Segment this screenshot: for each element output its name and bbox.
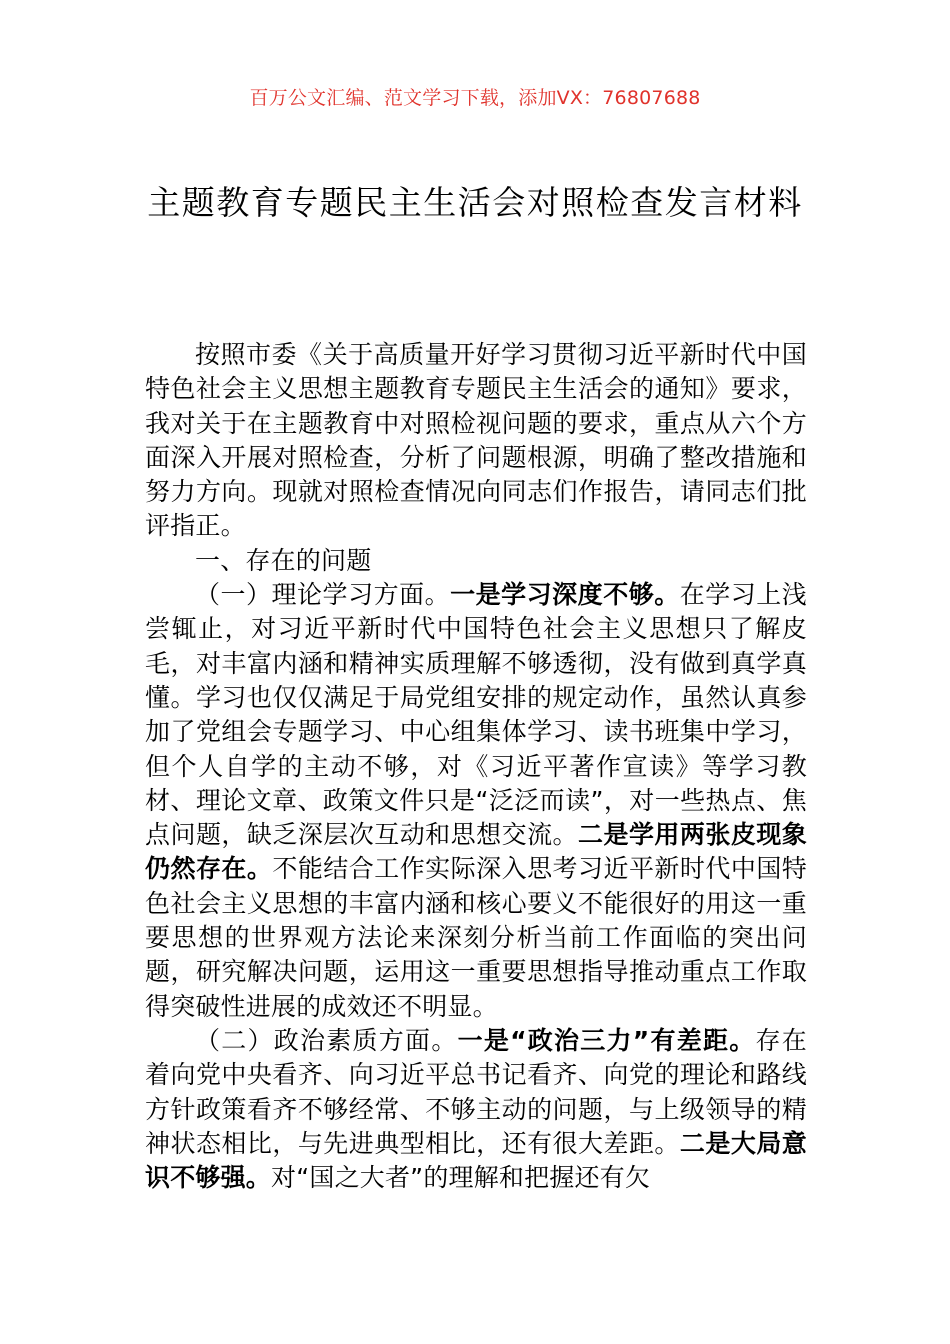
bold-point: 一是“政治三力”有差距。 xyxy=(457,1025,756,1055)
paragraph-text: 存在着向党中央看齐、向习近平总书记看齐、向党的理论和路线方针政策看齐不够经常、不够主动的问题，与上级领导的精神状态相比，与先进典型相比，还有很大差距。 xyxy=(145,1025,807,1158)
document-body xyxy=(145,338,807,1195)
paragraph-political-quality xyxy=(145,1024,807,1195)
document-title: 主题教育专题民主生活会对照检查发言材料 xyxy=(147,183,803,222)
section-heading-problems: 一、存在的问题 xyxy=(195,545,372,575)
header-watermark-note: 百万公文汇编、范文学习下载，添加VX：76807688 xyxy=(249,87,701,109)
paragraph-theory-study xyxy=(145,578,807,1024)
paragraph-text: 不能结合工作实际深入思考习近平新时代中国特色社会主义思想的丰富内涵和核心要义不能很好的用这一重要思想的世界观方法论来深刻分析当前工作面临的突出问题，研究解决问题，运用这一重要思想指导推动重点工作取得突破性进展的成效还不明显。 xyxy=(145,854,807,1021)
bold-point: 一是学习深度不够。 xyxy=(450,580,680,610)
bold-point: 二是大局意识不够强。 xyxy=(145,1128,807,1193)
subsection-lead: （一）理论学习方面。 xyxy=(195,580,451,610)
paragraph-text: 在学习上浅尝辄止，对习近平新时代中国特色社会主义思想只了解皮毛，对丰富内涵和精神实质理解不够透彻，没有做到真学真懂。学习也仅仅满足于局党组安排的规定动作，虽然认真参加了党组会专题学习、中心组集体学习、读书班集中学习，但个人自学的主动不够，对《习近平著作宣读》等学习教材、理论文章、政策文件只是“泛泛而读”，对一些热点、焦点问题，缺乏深层次互动和思想交流。 xyxy=(145,580,807,850)
bold-point: 二是学用两张皮现象仍然存在。 xyxy=(145,820,807,884)
subsection-lead: （二）政治素质方面。 xyxy=(195,1025,458,1055)
intro-paragraph: 按照市委《关于高质量开好学习贯彻习近平新时代中国特色社会主义思想主题教育专题民主生活会的通知》要求，我对关于在主题教育中对照检视问题的要求，重点从六个方面深入开展对照检查，分析了问题根源，明确了整改措施和努力方向。现就对照检查情况向同志们作报告，请同志们批评指正。 xyxy=(145,340,807,541)
paragraph-text: 对“国之大者”的理解和把握还有欠 xyxy=(271,1163,651,1193)
